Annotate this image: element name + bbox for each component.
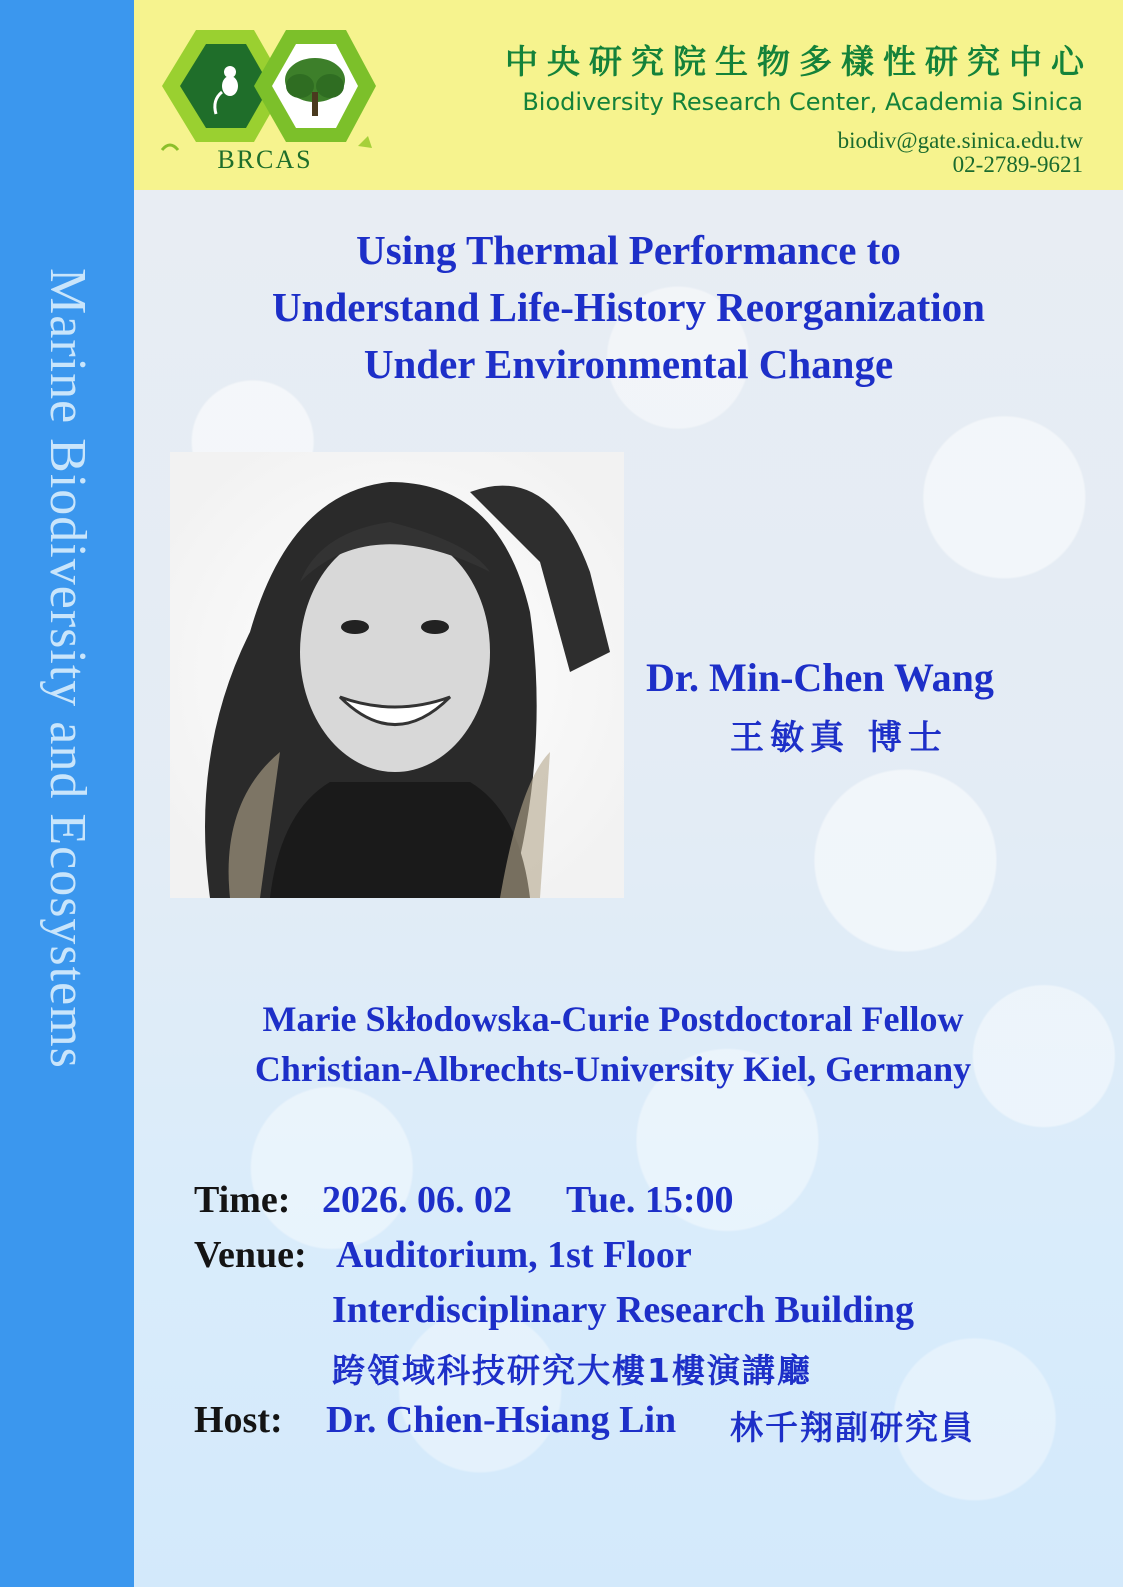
speaker-position: Marie Skłodowska-Curie Postdoctoral Fellow (262, 999, 964, 1039)
poster-body (134, 190, 1123, 1587)
header (134, 0, 1123, 190)
host-label: Host: (194, 1399, 283, 1441)
talk-title-line-3: Under Environmental Change (363, 341, 894, 387)
speaker-institution: Christian-Albrechts-University Kiel, Germany (254, 1049, 972, 1089)
contact-phone: 02-2789-9621 (952, 152, 1083, 177)
speaker-name-cn: 王敏真 博士 (730, 718, 948, 758)
center-title-cn: 中央研究院生物多樣性研究中心 (505, 42, 1093, 81)
venue-label: Venue: (194, 1234, 307, 1276)
speaker-photo (170, 452, 624, 898)
venue-line-1: Auditorium, 1st Floor (336, 1234, 692, 1276)
contact-email[interactable]: biodiv@gate.sinica.edu.tw (837, 128, 1083, 153)
venue-line-2: Interdisciplinary Research Building (332, 1289, 915, 1331)
venue-cn: 跨領域科技研究大樓1樓演講廳 (332, 1351, 812, 1390)
talk-title-line-2: Understand Life-History Reorganization (272, 284, 985, 330)
host-name-en: Dr. Chien-Hsiang Lin (326, 1399, 677, 1441)
event-day-time: Tue. 15:00 (566, 1179, 734, 1221)
sidebar (0, 0, 134, 1587)
talk-title-line-1: Using Thermal Performance to (356, 227, 901, 273)
time-label: Time: (194, 1179, 291, 1221)
event-date: 2026. 06. 02 (322, 1179, 512, 1221)
svg-text:BRCAS: BRCAS (217, 145, 313, 174)
host-name-cn: 林千翔副研究員 (730, 1408, 975, 1447)
center-title-en: Biodiversity Research Center, Academia Sinica (522, 88, 1083, 116)
brcas-logo (150, 22, 380, 174)
sidebar-label: Marine Biodiversity and Ecosystems (39, 268, 96, 1069)
speaker-name-en: Dr. Min-Chen Wang (646, 655, 994, 700)
